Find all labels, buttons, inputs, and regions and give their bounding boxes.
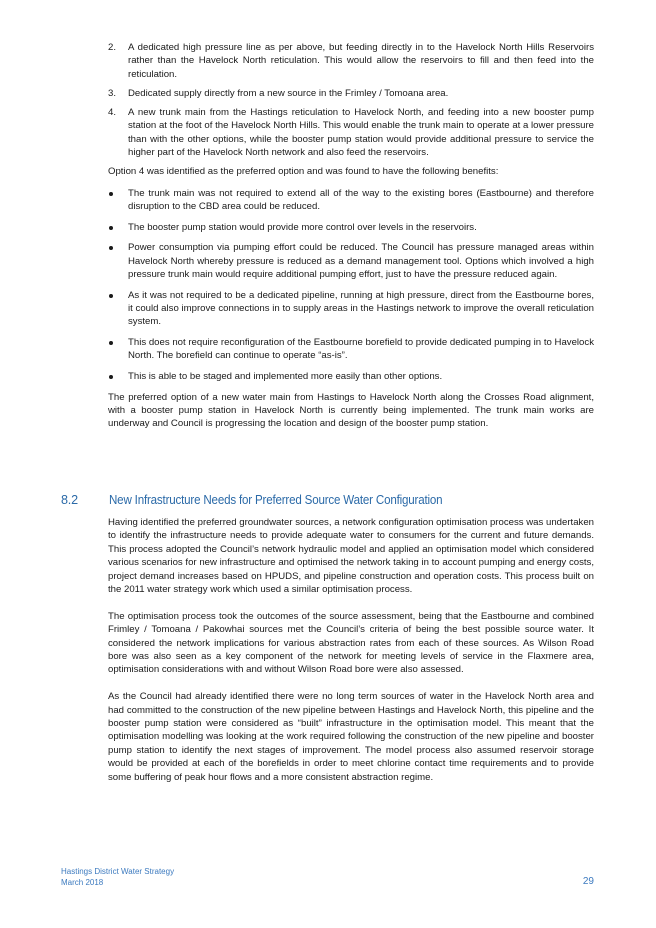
section-title: New Infrastructure Needs for Preferred Source Water Configuration bbox=[109, 493, 443, 507]
bullet-item bbox=[108, 289, 594, 329]
section-paragraph: As the Council had already identified there were no long term sources of water in the Havelock North area and had committed to the construction of the new pipeline between Hastings and Havelock North, this pipeline and the booster pump station were considered as “built” infrastructure in the optimisation model. This meant that the optimisation modelling was looking at the work required following the construction of the new pipeline and booster pump station to identify the next stages of improvement. The model process also assumed reservoir storage would be provided at each of the borefields in order to meet chlorine contact time requirements and to provide some buffering of peak hour flows and a more consistent abstraction regime. bbox=[108, 691, 594, 783]
bullet-dot-icon bbox=[109, 375, 113, 379]
bullet-text: This is able to be staged and implemented more easily than other options. bbox=[128, 371, 443, 383]
bullet-dot-icon bbox=[109, 246, 113, 250]
bullet-item bbox=[108, 370, 594, 383]
numbered-list bbox=[108, 41, 594, 159]
bullet-item bbox=[108, 336, 594, 363]
bullet-dot-icon bbox=[109, 294, 113, 298]
bullet-item bbox=[108, 187, 594, 214]
bullet-dot-icon bbox=[109, 192, 113, 196]
section-number: 8.2 bbox=[61, 493, 78, 507]
closing-paragraph: The preferred option of a new water main from Hastings to Havelock North along the Crosses Road alignment, with a booster pump station in Havelock North is currently being implemented. The trunk main works are underway and Council is progressing the location and design of the booster pump station. bbox=[108, 391, 594, 430]
bullet-text: The booster pump station would provide more control over levels in the reservoirs. bbox=[128, 221, 477, 233]
bullet-item bbox=[108, 241, 594, 281]
item-number: 3. bbox=[108, 87, 117, 99]
numbered-item bbox=[108, 106, 594, 160]
bullet-text: This does not require reconfiguration of the Eastbourne borefield to provide dedicated pumping in to Havelock North. The borefield can continue to operate “as-is”. bbox=[128, 337, 594, 362]
bullet-item bbox=[108, 221, 594, 234]
page-number: 29 bbox=[582, 876, 594, 887]
section-paragraph: The optimisation process took the outcomes of the source assessment, being that the Eastbourne and combined Frimley / Tomoana / Pakowhai sources met the Council’s criteria of being the best possible source water. It considered the network implications for various abstraction rates from each of these sources. As Wilson Road bore was also seen as a key component of the network for meeting levels of service in the Flaxmere area, optimisation considerations with and without Wilson Road bore were also assessed. bbox=[108, 610, 594, 676]
bullet-text: As it was not required to be a dedicated pipeline, running at high pressure, direct from the Eastbourne bores, it could also improve connections in to supply areas in the Hastings network to improve the overall reticulation system. bbox=[128, 289, 594, 328]
section-content bbox=[108, 516, 594, 797]
section-paragraph: Having identified the preferred groundwater sources, a network configuration optimisation process was undertaken to identify the infrastructure needs to provide adequate water to consumers for the current and future demands. This process adopted the Council’s network hydraulic model and applied an optimisation model which considered various scenarios for new infrastructure and optimised the network taking in to account pumping and energy costs, project demand increases based on HPUDS, and pipeline construction and operation costs. This process built on the 2011 water strategy work which used a similar optimisation process. bbox=[108, 517, 594, 596]
intro-paragraph: Option 4 was identified as the preferred option and was found to have the following benefits: bbox=[108, 166, 499, 178]
footer-title: Hastings District Water Strategy bbox=[61, 867, 175, 876]
item-text: A new trunk main from the Hastings reticulation to Havelock North, and feeding into a new booster pump station at the foot of the Havelock North Hills. This would enable the trunk main to operate at a lower pressure than with the other options, while the booster pump station would provide additional pressure to service the higher part of the Havelock North network and also feed the reservoirs. bbox=[128, 106, 594, 159]
numbered-item bbox=[108, 41, 594, 81]
numbered-item bbox=[108, 87, 594, 100]
section-heading bbox=[61, 493, 601, 511]
benefits-list bbox=[108, 187, 594, 384]
footer-date: March 2018 bbox=[61, 878, 104, 887]
bullet-text: The trunk main was not required to extend all of the way to the existing bores (Eastbourne) and therefore disruption to the CBD area could be reduced. bbox=[128, 187, 594, 213]
page-footer bbox=[61, 866, 594, 896]
upper-content bbox=[108, 41, 594, 439]
item-number: 2. bbox=[108, 42, 117, 53]
bullet-dot-icon bbox=[109, 226, 113, 230]
item-text: A dedicated high pressure line as per above, but feeding directly in to the Havelock North Hills Reservoirs rather than the Havelock North reticulation. This would allow the reservoirs to fill and then feed into the reticulation. bbox=[128, 42, 594, 80]
item-number: 4. bbox=[108, 106, 117, 118]
item-text: Dedicated supply directly from a new source in the Frimley / Tomoana area. bbox=[128, 87, 449, 99]
bullet-text: Power consumption via pumping effort could be reduced. The Council has pressure managed areas within Havelock North whereby pressure is reduced as a demand management tool. Options which involved a high pressure trunk main would require additional pumping effort, just to have the pressure reduced again. bbox=[128, 242, 594, 281]
bullet-dot-icon bbox=[109, 341, 113, 345]
